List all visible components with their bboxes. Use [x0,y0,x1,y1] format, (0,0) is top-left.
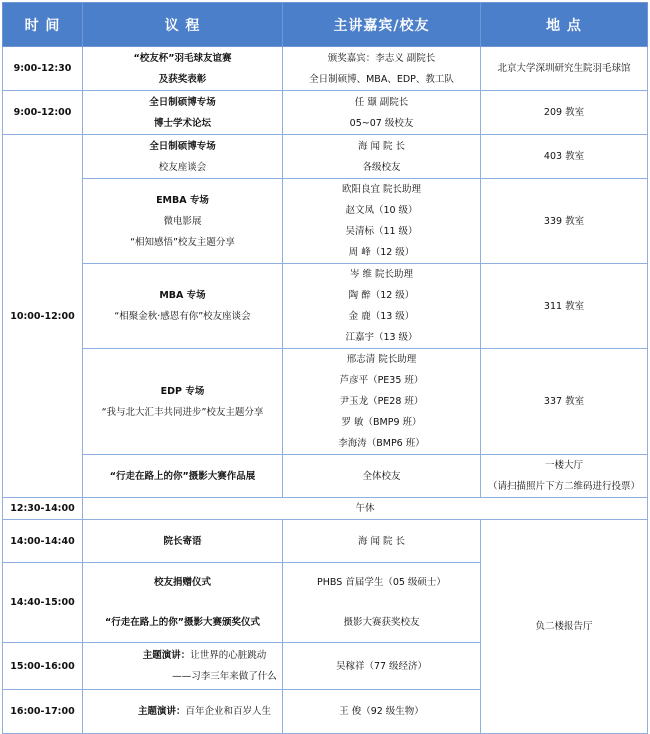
speakers-cell: 王 俊（92 级生物） [283,690,481,734]
speakers-cell [283,179,481,264]
agenda-subtitle: ——习李三年来做了什么 [172,671,277,682]
agenda-title: 让世界的心脏跳动 [190,650,267,661]
schedule-row [3,179,648,264]
agenda-line: “相知感悟”校友主题分享 [130,236,235,248]
speaker-line: 全日制硕博、MBA、EDP、教工队 [309,73,454,85]
speakers-cell: 吴稼祥（77 级经济） [283,643,481,690]
header-row [3,3,648,47]
agenda-cell [83,135,283,179]
speaker-line: 金 鹿（13 级） [348,311,415,322]
agenda-label: 主题演讲： [142,650,191,661]
speaker-line: 江嘉宇（13 级） [345,332,418,343]
speaker-line: 颁奖嘉宾：李志义 副院长 [327,52,436,64]
schedule-row [3,47,648,91]
time-cell: 9:00-12:00 [3,91,83,135]
agenda-cell [83,179,283,264]
agenda-line: 全日制硕博专场 [149,96,216,108]
agenda-line: 微电影展 [163,215,202,227]
agenda-cell [83,264,283,349]
agenda-title: 百年企业和百岁人生 [185,706,272,717]
agenda-line: 校友座谈会 [158,161,207,173]
agenda-label: 主题演讲： [137,706,186,717]
speaker-line: 吴清标（11 级） [345,226,418,237]
speaker-line: 李海涛（BMP6 班） [338,438,425,449]
agenda-cell: “行走在路上的你”摄影大赛颁奖仪式 [83,603,283,643]
agenda-cell [83,690,283,734]
agenda-cell [83,455,283,498]
agenda-line: 全日制硕博专场 [149,140,216,152]
speakers-cell [283,349,481,455]
location-cell: 403 教室 [481,135,648,179]
agenda-cell [83,91,283,135]
agenda-line: EMBA 专场 [156,194,209,206]
speaker-line: 尹玉龙（PE28 班） [339,396,424,407]
speaker-line: 任 颋 副院长 [354,96,409,108]
agenda-cell: 院长寄语 [83,520,283,563]
location-cell [481,455,648,498]
time-cell: 15:00-16:00 [3,643,83,690]
agenda-line: “行走在路上的你”摄影大赛作品展 [109,470,256,482]
agenda-cell [83,643,283,690]
speakers-cell: 摄影大赛获奖校友 [283,603,481,643]
time-cell: 12:30-14:00 [3,498,83,520]
speaker-line: 芦彦平（PE35 班） [339,375,424,386]
speaker-line: 05~07 级校友 [349,117,414,129]
location-cell: 负二楼报告厅 [481,520,648,734]
speaker-line: 赵文凤（10 级） [345,205,418,216]
break-cell: 午休 [83,498,648,520]
speakers-cell [283,91,481,135]
agenda-line: 博士学术论坛 [153,117,211,129]
location-line: 一楼大厅 [544,460,583,471]
schedule-row [3,498,648,520]
location-cell: 337 教室 [481,349,648,455]
schedule-row [3,91,648,135]
schedule-row [3,455,648,498]
speakers-cell [283,264,481,349]
location-cell: 209 教室 [481,91,648,135]
speaker-line: 欧阳良宜 院长助理 [341,184,422,195]
header-time: 时 间 [3,3,83,47]
agenda-cell [83,349,283,455]
agenda-line: “相聚金秋·感恩有你”校友座谈会 [114,311,251,322]
header-speakers: 主讲嘉宾/校友 [283,3,481,47]
location-line: （请扫描照片下方二维码进行投票） [487,481,640,492]
agenda-line: “校友杯”羽毛球友谊赛 [133,52,232,64]
speaker-line: 各级校友 [362,161,401,173]
location-cell: 311 教室 [481,264,648,349]
speakers-cell [283,47,481,91]
time-cell: 10:00-12:00 [3,135,83,498]
speakers-cell: PHBS 首届学生（05 级硕士） [283,563,481,603]
speakers-cell: 海 闻 院 长 [283,520,481,563]
agenda-cell: 校友捐赠仪式 [83,563,283,603]
schedule-row [3,135,648,179]
schedule-row [3,264,648,349]
agenda-line: MBA 专场 [159,290,206,301]
agenda-line: EDP 专场 [160,385,205,397]
agenda-line [86,645,279,666]
speakers-cell [283,455,481,498]
speaker-line: 岑 维 院长助理 [349,269,414,280]
speaker-line: 邢志清 院长助理 [346,354,417,365]
header-location: 地 点 [481,3,648,47]
agenda-line: 及获奖表彰 [158,73,207,85]
location-cell: 339 教室 [481,179,648,264]
time-cell: 14:40-15:00 [3,563,83,643]
time-cell: 14:00-14:40 [3,520,83,563]
speaker-line: 陶 醉（12 级） [348,290,415,301]
agenda-line [86,701,279,722]
location-cell: 北京大学深圳研究生院羽毛球馆 [481,47,648,91]
time-cell: 9:00-12:30 [3,47,83,91]
agenda-cell [83,47,283,91]
header-agenda: 议 程 [83,3,283,47]
speaker-line: 罗 敏（BMP9 班） [341,417,422,428]
schedule-row [3,520,648,563]
speakers-cell [283,135,481,179]
speaker-line: 海 闻 院 长 [357,140,406,152]
schedule-table [2,2,648,734]
agenda-line: “我与北大汇丰共同进步”校友主题分享 [101,406,264,418]
speaker-line: 全体校友 [362,470,401,482]
schedule-row [3,349,648,455]
time-cell: 16:00-17:00 [3,690,83,734]
speaker-line: 周 峰（12 级） [348,247,415,258]
